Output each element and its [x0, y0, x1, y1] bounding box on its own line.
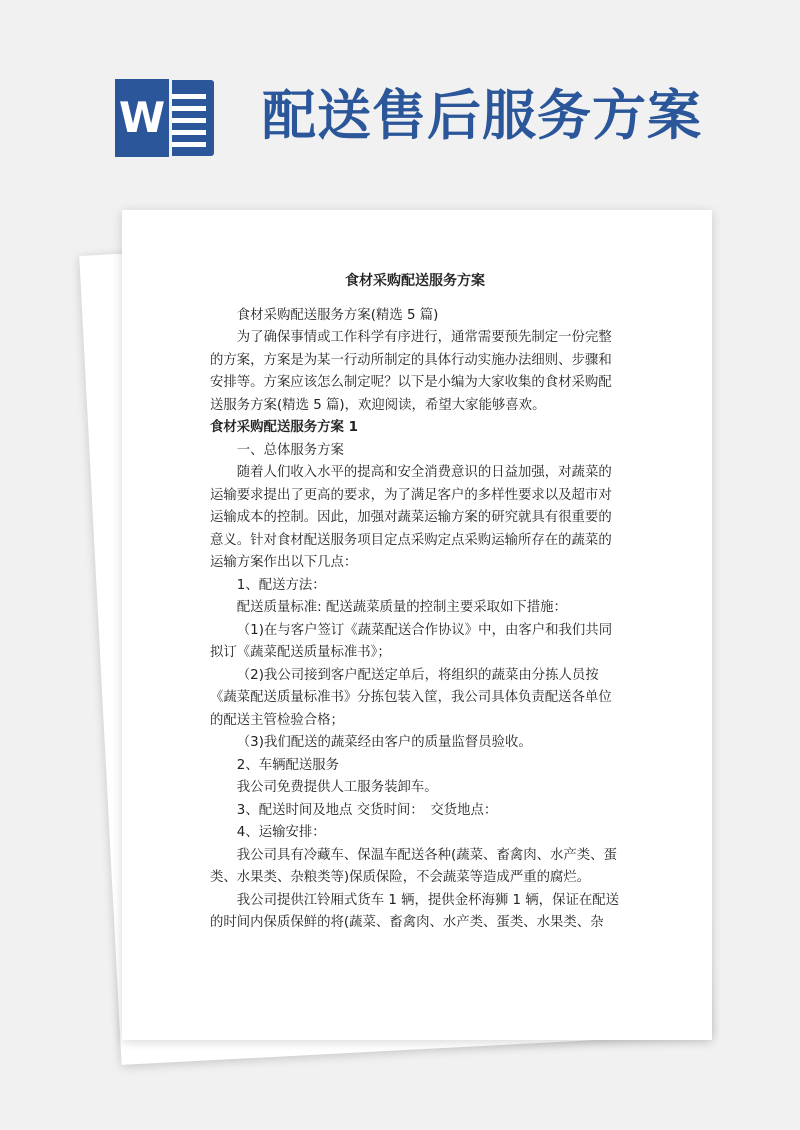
paragraph: 我公司免费提供人工服务装卸车。 [236, 780, 438, 795]
section-heading: 食材采购配送服务方案 1 [210, 420, 358, 435]
banner-title: 配送售后服务方案 [262, 84, 702, 147]
paragraph: （1)在与客户签订《蔬菜配送合作协议》中，由客户和我们共同拟订《蔬菜配送质量标准书》； [210, 622, 613, 660]
paragraph: 1、配送方法： [236, 577, 326, 593]
paragraph: 配送质量标准: 配送蔬菜质量的控制主要采取如下措施： [236, 600, 567, 615]
document-body [210, 270, 620, 935]
document-page [122, 210, 712, 1040]
paragraph: 2、车辆配送服务 [236, 757, 340, 773]
paragraph: 食材采购配送服务方案(精选 5 篇) [236, 307, 439, 323]
paragraph: （2)我公司接到客户配送定单后，将组织的蔬菜由分拣人员按《蔬菜配送质量标准书》分拣包装入筐，我公司具体负责配送各单位的配送主管检验合格； [210, 667, 612, 728]
paragraph: 随着人们收入水平的提高和安全消费意识的日益加强，对蔬菜的运输要求提出了更高的要求，为了满足客户的多样性要求以及超市对运输成本的控制。因此，加强对蔬菜运输方案的研究就具有很重要的意义。针对食材配送服务项目定点采购定点采购运输所存在的蔬菜的运输方案作出以下几点： [210, 465, 612, 570]
paragraph: 为了确保事情或工作科学有序进行，通常需要预先制定一份完整的方案，方案是为某一行动所制定的具体行动实施办法细则、步骤和安排等。方案应该怎么制定呢？以下是小编为大家收集的食材采购配送服务方案(精选 5 篇)，欢迎阅读，希望大家能够喜欢。 [210, 330, 612, 413]
word-icon [112, 76, 216, 160]
paragraph-list [210, 305, 620, 935]
paragraph: 我公司提供江铃厢式货车 1 辆，提供金杯海狮 1 辆，保证在配送的时间内保质保鲜的将(蔬菜、畜禽肉、水产类、蛋类、水果类、杂 [210, 892, 620, 930]
paragraph: 我公司具有冷藏车、保温车配送各种(蔬菜、畜禽肉、水产类、蛋类、水果类、杂粮类等)保质保险，不会蔬菜等造成严重的腐烂。 [210, 847, 617, 885]
paragraph: 4、运输安排： [236, 825, 326, 840]
banner [0, 0, 800, 200]
document-title: 食材采购配送服务方案 [345, 273, 485, 289]
word-icon-letter: W [118, 93, 166, 142]
paragraph: （3)我们配送的蔬菜经由客户的质量监督员验收。 [236, 735, 532, 750]
word-icon-badge [112, 76, 172, 160]
paragraph: 3、配送时间及地点 交货时间： 交货地点： [236, 802, 498, 818]
paragraph: 一、总体服务方案 [236, 442, 344, 458]
